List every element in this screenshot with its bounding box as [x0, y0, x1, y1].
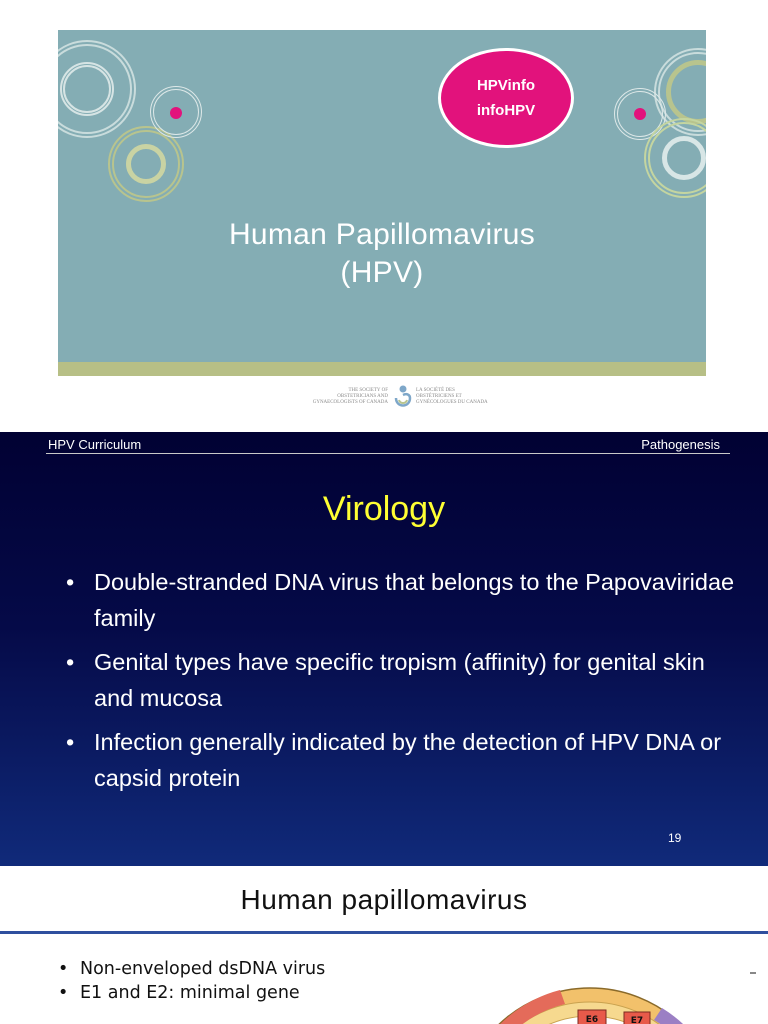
bullet-item: • Double-stranded DNA virus that belongs to the Papovaviridae family: [66, 564, 746, 636]
ring-decoration-icon: [60, 62, 114, 116]
header-divider: [46, 453, 730, 454]
section-header: Pathogenesis: [641, 437, 720, 452]
title-line-1: Human Papillomavirus: [228, 218, 536, 251]
slide-title: [58, 216, 706, 292]
bullet-item: • E1 and E2: minimal gene: [56, 982, 396, 1004]
slide-human-papillomavirus: [0, 866, 768, 1024]
pink-dot-icon: [170, 107, 182, 119]
genome-purple-segment: [654, 1008, 708, 1024]
green-stripe: [58, 362, 706, 376]
bullet-item: • Non-enveloped dsDNA virus: [56, 958, 396, 980]
sogc-emblem-icon: [392, 384, 414, 414]
bullet-item: • Genital types have specific tropism (affinity) for genital skin and mucosa: [66, 644, 746, 716]
sogc-logo: [310, 382, 490, 416]
hpv-genome-diagram: [440, 970, 768, 1024]
e7-label: E7: [630, 1016, 644, 1024]
bullet-list: [56, 958, 396, 1006]
e6-label: E6: [585, 1015, 599, 1024]
slide-title: Human papillomavirus: [240, 884, 528, 915]
badge-line-1: HPVinfo: [476, 77, 536, 94]
pink-dot-icon: [634, 108, 646, 120]
slide-title: Virology: [322, 490, 446, 528]
curriculum-header: HPV Curriculum: [48, 437, 142, 452]
title-divider: [0, 931, 768, 934]
slide-virology: [0, 432, 768, 866]
page-number: 19: [668, 831, 682, 845]
bullet-item: • Infection generally indicated by the detection of HPV DNA or capsid protein: [66, 724, 746, 796]
logo-text-english: THE SOCIETY OF OBSTETRICIANS AND GYNAECOLOGISTS OF CANADA: [312, 388, 388, 405]
ring-decoration-icon: [126, 144, 166, 184]
ring-decoration-icon: [662, 136, 706, 180]
badge-line-2: infoHPV: [476, 102, 536, 119]
title-line-2: (HPV): [340, 256, 424, 289]
hpvinfo-badge: [438, 48, 574, 148]
slide-title-hpv: [0, 0, 768, 432]
bullet-list: [66, 564, 746, 804]
title-panel: [58, 30, 706, 362]
diagram-mark: [750, 972, 756, 974]
logo-text-french: LA SOCIÉTÉ DES OBSTÉTRICIENS ET GYNÉCOLOGUES DU CANADA: [416, 388, 488, 405]
